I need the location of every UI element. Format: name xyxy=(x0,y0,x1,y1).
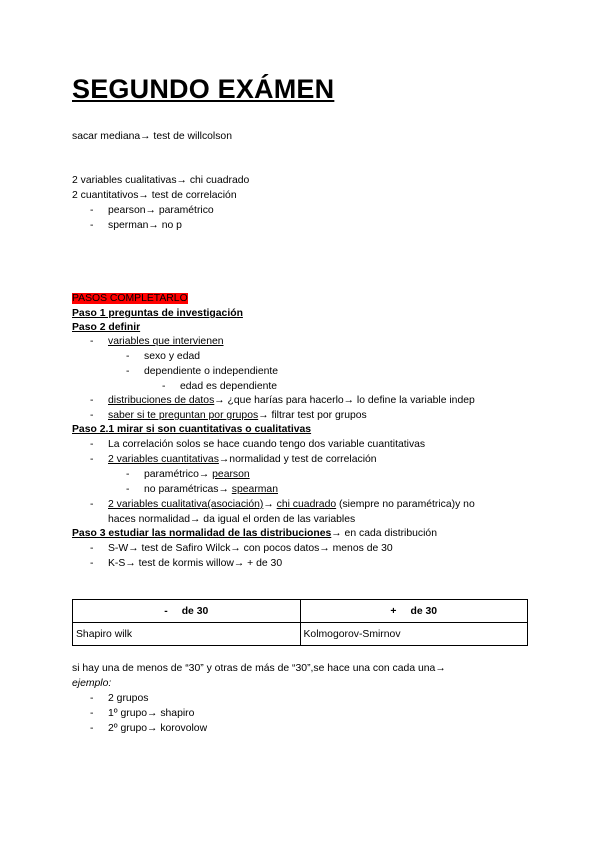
vars-sub-2: sperman→ no p xyxy=(108,220,182,231)
p2-distribuciones-link[interactable]: distribuciones de datos xyxy=(108,395,215,406)
chi-cuadrado-link[interactable]: chi cuadrado xyxy=(276,499,337,510)
test-table xyxy=(72,599,528,646)
bullet-dash: - xyxy=(126,469,130,480)
table-header-more xyxy=(300,600,528,623)
bullet-dash: - xyxy=(90,543,94,554)
p21-correlacion: La correlación solos se hace cuando tengo dos variable cuantitativas xyxy=(108,439,426,450)
p2-grupos-rest: → filtrar test por grupos xyxy=(258,410,367,421)
bullet-dash: - xyxy=(90,693,94,704)
p21-no-parametrico-text: no paramétricas→ xyxy=(144,484,232,495)
bullet-dash: - xyxy=(90,205,94,216)
table-cell-shapiro: Shapiro wilk xyxy=(73,623,301,646)
vars-line-2: 2 cuantitativos→ test de correlación xyxy=(72,190,237,201)
p2-variables-sub-2: dependiente o independiente xyxy=(144,366,279,377)
bullet-dash: - xyxy=(90,439,94,450)
paso-1-heading: Paso 1 preguntas de investigación xyxy=(72,308,243,319)
p21-parametrico xyxy=(144,467,250,482)
p21-cuantitativas-link[interactable]: 2 variables cuantitativas xyxy=(108,454,219,465)
intro-line: sacar mediana→ test de willcolson xyxy=(72,131,232,142)
spearman-link[interactable]: spearman xyxy=(231,484,278,495)
paso-3-rest: → en cada distribución xyxy=(331,528,437,539)
ejemplo-item-2: 1º grupo→ shapiro xyxy=(108,708,195,719)
table-header-more-symbol: + xyxy=(390,605,397,617)
p21-cuantitativas-rest: →normalidad y test de correlación xyxy=(218,454,377,465)
p21-cuantitativas xyxy=(108,452,377,467)
p2-variables-sub-1: sexo y edad xyxy=(144,351,201,362)
ejemplo-item-1: 2 grupos xyxy=(108,693,149,704)
table-header-less-symbol: - xyxy=(164,605,168,617)
p3-ks: K-S→ test de kormis willow→ + de 30 xyxy=(108,558,283,569)
p21-cualitativas xyxy=(108,497,475,512)
table-row xyxy=(73,600,528,623)
bullet-dash: - xyxy=(90,708,94,719)
p3-sw: S-W→ test de Safiro Wilck→ con pocos datos→ menos de 30 xyxy=(108,543,393,554)
p21-arrow: → xyxy=(263,499,277,510)
bullet-dash: - xyxy=(90,336,94,347)
after-line: si hay una de menos de “30” y otras de más de “30”,se hace una con cada una→ xyxy=(72,663,446,674)
paso-3-heading xyxy=(72,526,437,541)
bullet-dash: - xyxy=(90,454,94,465)
p21-parametrico-text: paramétrico→ xyxy=(144,469,213,480)
bullet-dash: - xyxy=(90,723,94,734)
p21-no-parametrico xyxy=(144,482,278,497)
bullet-dash: - xyxy=(90,220,94,231)
paso-2-1-heading: Paso 2.1 mirar si son cuantitativas o cualitativas xyxy=(72,424,312,435)
table-cell-kolmogorov: Kolmogorov-Smirnov xyxy=(300,623,528,646)
paso-2-heading: Paso 2 definir xyxy=(72,322,141,333)
vars-sub-1: pearson→ paramétrico xyxy=(108,205,214,216)
p2-grupos xyxy=(108,408,367,423)
table-header-less xyxy=(73,600,301,623)
p21-cualitativas-cont: haces normalidad→ da igual el orden de las variables xyxy=(108,514,356,525)
steps-label xyxy=(72,291,188,306)
table-header-more-text: de 30 xyxy=(410,605,438,617)
bullet-dash: - xyxy=(162,381,166,392)
table-header-less-text: de 30 xyxy=(181,605,209,617)
table-row xyxy=(73,623,528,646)
p2-variables-link[interactable]: variables que intervienen xyxy=(108,336,224,347)
vars-line-1: 2 variables cualitativas→ chi cuadrado xyxy=(72,175,250,186)
pearson-link[interactable]: pearson xyxy=(212,469,250,480)
bullet-dash: - xyxy=(126,366,130,377)
p2-distribuciones-rest: → ¿que harías para hacerlo→ lo define la variable indep xyxy=(214,395,475,406)
bullet-dash: - xyxy=(90,395,94,406)
bullet-dash: - xyxy=(90,410,94,421)
page-title: SEGUNDO EXÁMEN xyxy=(72,74,335,104)
p21-cualitativas-rest: (siempre no paramétrica)y no xyxy=(336,499,475,510)
steps-label-highlight: PASOS COMPLETARLO xyxy=(72,293,188,304)
p2-grupos-link[interactable]: saber si te preguntan por grupos xyxy=(108,410,259,421)
bullet-dash: - xyxy=(90,558,94,569)
p2-distribuciones xyxy=(108,393,475,408)
bullet-dash: - xyxy=(126,351,130,362)
bullet-dash: - xyxy=(90,499,94,510)
paso-3-title: Paso 3 estudiar las normalidad de las distribuciones xyxy=(72,528,332,539)
bullet-dash: - xyxy=(126,484,130,495)
ejemplo-label: ejemplo: xyxy=(72,678,112,689)
p21-cualitativas-link[interactable]: 2 variables cualitativa(asociación) xyxy=(108,499,264,510)
p2-variables-sub-2a: edad es dependiente xyxy=(180,381,278,392)
ejemplo-item-3: 2º grupo→ korovolow xyxy=(108,723,208,734)
